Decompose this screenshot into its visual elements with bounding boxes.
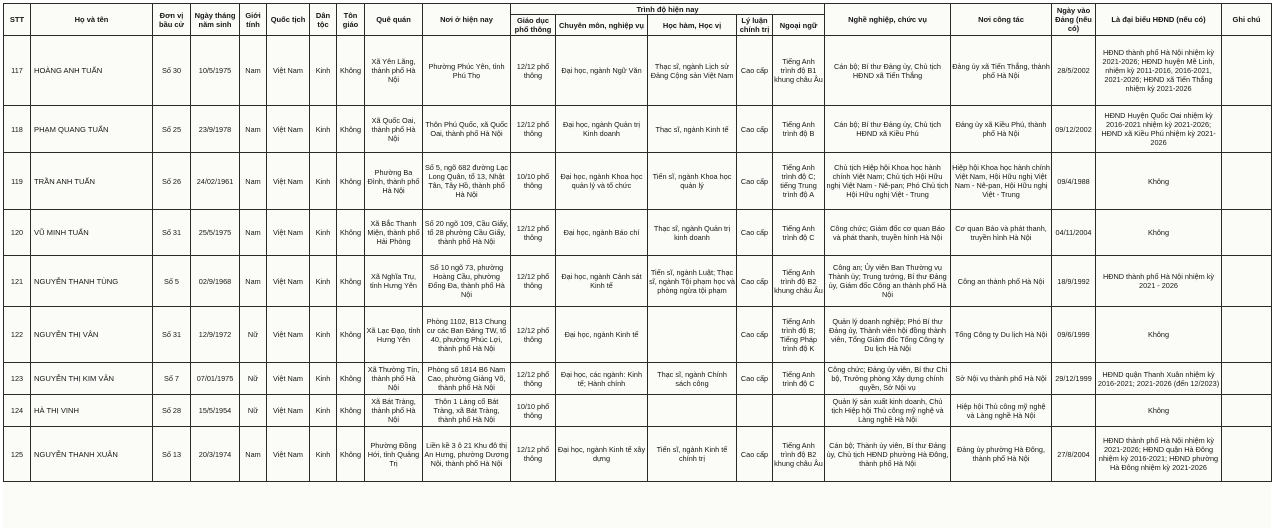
cell-ngay-sinh: 10/5/1975: [191, 36, 240, 106]
cell-noi-o: Thôn 1 Làng cổ Bát Tràng, xã Bát Tràng, thành phố Hà Nội: [423, 395, 511, 427]
cell-noi-cong-tac: Đảng ủy phường Hà Đông, thành phố Hà Nội: [951, 427, 1052, 482]
header-trinh-do-group: Trình độ hiện nay: [511, 4, 825, 15]
cell-ton-giao: Không: [337, 153, 365, 210]
cell-que-quan: Xã Bắc Thanh Miện, thành phố Hải Phòng: [365, 210, 423, 256]
cell-ho-ten: NGUYỄN THANH TÙNG: [31, 256, 153, 307]
cell-ngoai-ngu: Tiếng Anh trình độ C: [773, 363, 825, 395]
cell-quoc-tich: Việt Nam: [267, 427, 310, 482]
cell-giao-duc: 12/12 phổ thông: [511, 363, 556, 395]
cell-hoc-ham: Tiến sĩ, ngành Khoa học quản lý: [648, 153, 737, 210]
cell-ly-luan: [737, 395, 773, 427]
cell-noi-cong-tac: Hiệp hội Khoa học hành chính Việt Nam, Hội Hữu nghị Việt Nam - Nê-pan, Hội Hữu nghị Việt - Trung: [951, 153, 1052, 210]
cell-don-vi: Số 5: [153, 256, 191, 307]
cell-hoc-ham: Thạc sĩ, ngành Kinh tế: [648, 106, 737, 153]
cell-dan-toc: Kinh: [310, 153, 337, 210]
cell-ho-ten: NGUYỄN THỊ KIM VÂN: [31, 363, 153, 395]
header-dan-toc: Dân tộc: [310, 4, 337, 36]
cell-gioi-tinh: Nam: [240, 427, 267, 482]
cell-chuyen-mon: Đại học, ngành Kinh tế: [556, 307, 648, 363]
cell-quoc-tich: Việt Nam: [267, 106, 310, 153]
cell-ngay-vao-dang: 09/4/1988: [1052, 153, 1096, 210]
cell-dan-toc: Kinh: [310, 427, 337, 482]
cell-dan-toc: Kinh: [310, 363, 337, 395]
header-nghe-nghiep: Nghề nghiệp, chức vụ: [825, 4, 951, 36]
cell-ngoai-ngu: Tiếng Anh trình độ B1 khung châu Âu: [773, 36, 825, 106]
table-row: [4, 36, 1272, 106]
cell-dan-toc: Kinh: [310, 395, 337, 427]
cell-dai-bieu: Không: [1096, 153, 1222, 210]
cell-ton-giao: Không: [337, 427, 365, 482]
cell-hoc-ham: [648, 307, 737, 363]
cell-ngoai-ngu: Tiếng Anh trình độ B2 khung châu Âu: [773, 256, 825, 307]
cell-dan-toc: Kinh: [310, 36, 337, 106]
cell-dai-bieu: HĐND Huyện Quốc Oai nhiệm kỳ 2016-2021 nhiệm kỳ 2021-2026; HĐND xã Kiều Phú nhiệm kỳ 2021-2026: [1096, 106, 1222, 153]
cell-giao-duc: 12/12 phổ thông: [511, 256, 556, 307]
cell-ho-ten: VŨ MINH TUẤN: [31, 210, 153, 256]
cell-don-vi: Số 31: [153, 307, 191, 363]
header-giao-duc: Giáo dục phổ thông: [511, 15, 556, 36]
cell-giao-duc: 10/10 phổ thông: [511, 153, 556, 210]
cell-ho-ten: HÀ THỊ VINH: [31, 395, 153, 427]
cell-stt: 121: [4, 256, 31, 307]
cell-ngay-sinh: 02/9/1968: [191, 256, 240, 307]
cell-stt: 118: [4, 106, 31, 153]
cell-chuyen-mon: Đại học, ngành Báo chí: [556, 210, 648, 256]
cell-quoc-tich: Việt Nam: [267, 395, 310, 427]
cell-chuyen-mon: Đại học, ngành Khoa học quản lý và tổ chức: [556, 153, 648, 210]
cell-ngay-sinh: 20/3/1974: [191, 427, 240, 482]
cell-ly-luan: Cao cấp: [737, 153, 773, 210]
header-ghi-chu: Ghi chú: [1222, 4, 1272, 36]
cell-ghi-chu: [1222, 363, 1272, 395]
table-row: [4, 427, 1272, 482]
cell-don-vi: Số 13: [153, 427, 191, 482]
cell-quoc-tich: Việt Nam: [267, 36, 310, 106]
cell-ngay-sinh: 07/01/1975: [191, 363, 240, 395]
header-hoc-ham: Học hàm, Học vị: [648, 15, 737, 36]
cell-don-vi: Số 25: [153, 106, 191, 153]
cell-ngay-sinh: 12/9/1972: [191, 307, 240, 363]
cell-ton-giao: Không: [337, 36, 365, 106]
cell-ly-luan: Cao cấp: [737, 210, 773, 256]
cell-gioi-tinh: Nữ: [240, 363, 267, 395]
cell-quoc-tich: Việt Nam: [267, 210, 310, 256]
cell-dai-bieu: HĐND thành phố Hà Nội nhiệm kỳ 2021 - 2026: [1096, 256, 1222, 307]
header-ly-luan: Lý luận chính trị: [737, 15, 773, 36]
cell-ngoai-ngu: Tiếng Anh trình độ B; Tiếng Pháp trình độ K: [773, 307, 825, 363]
cell-stt: 123: [4, 363, 31, 395]
header-que-quan: Quê quán: [365, 4, 423, 36]
cell-ghi-chu: [1222, 153, 1272, 210]
cell-noi-o: Phường Phúc Yên, tỉnh Phú Thọ: [423, 36, 511, 106]
cell-ghi-chu: [1222, 395, 1272, 427]
cell-que-quan: Xã Thường Tín, thành phố Hà Nội: [365, 363, 423, 395]
cell-dai-bieu: HĐND thành phố Hà Nội nhiệm kỳ 2021-2026; HĐND quận Hà Đông nhiệm kỳ 2016-2021; HĐND phường Hà Đông nhiệm kỳ 2021-2026: [1096, 427, 1222, 482]
table-body: [4, 36, 1272, 482]
cell-gioi-tinh: Nam: [240, 153, 267, 210]
cell-noi-cong-tac: Cơ quan Báo và phát thanh, truyền hình Hà Nội: [951, 210, 1052, 256]
cell-quoc-tich: Việt Nam: [267, 307, 310, 363]
cell-gioi-tinh: Nữ: [240, 307, 267, 363]
cell-ho-ten: PHẠM QUANG TUẤN: [31, 106, 153, 153]
cell-ghi-chu: [1222, 106, 1272, 153]
cell-ton-giao: Không: [337, 395, 365, 427]
cell-noi-o: Phòng 1102, B13 Chung cư các Ban Đảng TW, tổ 40, phường Phúc Lợi, thành phố Hà Nội: [423, 307, 511, 363]
cell-ngoai-ngu: [773, 395, 825, 427]
cell-ngay-vao-dang: 04/11/2004: [1052, 210, 1096, 256]
cell-dai-bieu: HĐND quận Thanh Xuân nhiệm kỳ 2016-2021; 2021-2026 (đến 12/2023): [1096, 363, 1222, 395]
cell-nghe-nghiep: Cán bộ; Thành ủy viên, Bí thư Đảng ủy, Chủ tịch HĐND phường Hà Đông, thành phố Hà Nội: [825, 427, 951, 482]
cell-noi-cong-tac: Tổng Công ty Du lịch Hà Nội: [951, 307, 1052, 363]
cell-que-quan: Xã Nghĩa Trụ, tỉnh Hưng Yên: [365, 256, 423, 307]
cell-don-vi: Số 26: [153, 153, 191, 210]
cell-noi-cong-tac: Đảng ủy xã Tiến Thắng, thành phố Hà Nội: [951, 36, 1052, 106]
cell-ly-luan: Cao cấp: [737, 427, 773, 482]
cell-ton-giao: Không: [337, 307, 365, 363]
cell-ngay-vao-dang: 09/12/2002: [1052, 106, 1096, 153]
cell-hoc-ham: Thạc sĩ, ngành Quản trị kinh doanh: [648, 210, 737, 256]
cell-ghi-chu: [1222, 307, 1272, 363]
header-ho-ten: Họ và tên: [31, 4, 153, 36]
cell-hoc-ham: Thạc sĩ, ngành Lịch sử Đảng Cộng sản Việt Nam: [648, 36, 737, 106]
table-row: [4, 210, 1272, 256]
cell-stt: 119: [4, 153, 31, 210]
cell-dai-bieu: Không: [1096, 307, 1222, 363]
cell-ghi-chu: [1222, 36, 1272, 106]
cell-hoc-ham: Tiến sĩ, ngành Luật; Thạc sĩ, ngành Tội phạm học và phòng ngừa tội phạm: [648, 256, 737, 307]
cell-dan-toc: Kinh: [310, 210, 337, 256]
cell-ton-giao: Không: [337, 106, 365, 153]
header-ngay-vao-dang: Ngày vào Đảng (nếu có): [1052, 4, 1096, 36]
cell-que-quan: Xã Yên Lãng, thành phố Hà Nội: [365, 36, 423, 106]
header-stt: STT: [4, 4, 31, 36]
cell-nghe-nghiep: Cán bộ; Bí thư Đảng ủy, Chủ tịch HĐND xã Kiều Phú: [825, 106, 951, 153]
cell-gioi-tinh: Nữ: [240, 395, 267, 427]
cell-ngoai-ngu: Tiếng Anh trình độ C: [773, 210, 825, 256]
cell-ho-ten: TRẦN ANH TUẤN: [31, 153, 153, 210]
cell-ngoai-ngu: Tiếng Anh trình độ C; tiếng Trung trình độ A: [773, 153, 825, 210]
header-ngay-sinh: Ngày tháng năm sinh: [191, 4, 240, 36]
cell-noi-o: Số 10 ngõ 73, phường Hoàng Cầu, phường Đống Đa, thành phố Hà Nội: [423, 256, 511, 307]
table-row: [4, 106, 1272, 153]
cell-stt: 125: [4, 427, 31, 482]
cell-chuyen-mon: Đại học, ngành Quản trị Kinh doanh: [556, 106, 648, 153]
cell-giao-duc: 12/12 phổ thông: [511, 427, 556, 482]
cell-ly-luan: Cao cấp: [737, 363, 773, 395]
cell-gioi-tinh: Nam: [240, 36, 267, 106]
cell-ghi-chu: [1222, 210, 1272, 256]
cell-noi-cong-tac: Công an thành phố Hà Nội: [951, 256, 1052, 307]
cell-que-quan: Phường Đồng Hới, tỉnh Quảng Trị: [365, 427, 423, 482]
cell-que-quan: Xã Lạc Đạo, tỉnh Hưng Yên: [365, 307, 423, 363]
cell-ho-ten: HOÀNG ANH TUẤN: [31, 36, 153, 106]
cell-dan-toc: Kinh: [310, 307, 337, 363]
header-gioi-tinh: Giới tính: [240, 4, 267, 36]
cell-nghe-nghiep: Công chức; Giám đốc cơ quan Báo và phát thanh, truyền hình Hà Nội: [825, 210, 951, 256]
cell-dai-bieu: Không: [1096, 210, 1222, 256]
document-sheet: [3, 3, 1271, 528]
header-ngoai-ngu: Ngoại ngữ: [773, 15, 825, 36]
table-row: [4, 256, 1272, 307]
cell-ton-giao: Không: [337, 210, 365, 256]
cell-ghi-chu: [1222, 256, 1272, 307]
cell-quoc-tich: Việt Nam: [267, 363, 310, 395]
cell-ngay-vao-dang: 27/8/2004: [1052, 427, 1096, 482]
cell-ton-giao: Không: [337, 363, 365, 395]
header-ton-giao: Tôn giáo: [337, 4, 365, 36]
cell-ho-ten: NGUYỄN THỊ VÂN: [31, 307, 153, 363]
cell-don-vi: Số 28: [153, 395, 191, 427]
cell-nghe-nghiep: Quản lý doanh nghiệp; Phó Bí thư Đảng ủy, Thành viên hội đồng thành viên, Tổng Giám đốc Tổng Công ty Du lịch Hà Nội: [825, 307, 951, 363]
cell-giao-duc: 12/12 phổ thông: [511, 210, 556, 256]
cell-ngay-vao-dang: [1052, 395, 1096, 427]
table-row: [4, 395, 1272, 427]
cell-nghe-nghiep: Chủ tịch Hiệp hội Khoa học hành chính Việt Nam; Chủ tịch Hội Hữu nghị Việt Nam - Nê-pan; Phó Chủ tịch Hội Hữu nghị Việt - Trung: [825, 153, 951, 210]
cell-dan-toc: Kinh: [310, 106, 337, 153]
header-noi-o: Nơi ở hiện nay: [423, 4, 511, 36]
cell-giao-duc: 10/10 phổ thông: [511, 395, 556, 427]
cell-nghe-nghiep: Công chức; Đảng ủy viên, Bí thư Chi bộ, Trưởng phòng Xây dựng chính quyền, Sở Nội vụ: [825, 363, 951, 395]
cell-dai-bieu: Không: [1096, 395, 1222, 427]
cell-giao-duc: 12/12 phổ thông: [511, 36, 556, 106]
cell-ly-luan: Cao cấp: [737, 36, 773, 106]
cell-ngay-sinh: 23/9/1978: [191, 106, 240, 153]
cell-quoc-tich: Việt Nam: [267, 256, 310, 307]
cell-noi-cong-tac: Hiệp hội Thủ công mỹ nghệ và Làng nghề Hà Nội: [951, 395, 1052, 427]
cell-ly-luan: Cao cấp: [737, 106, 773, 153]
cell-ly-luan: Cao cấp: [737, 256, 773, 307]
cell-quoc-tich: Việt Nam: [267, 153, 310, 210]
cell-noi-o: Liền kề 3 ô 21 Khu đô thị An Hưng, phường Dương Nội, thành phố Hà Nội: [423, 427, 511, 482]
cell-ngay-sinh: 15/5/1954: [191, 395, 240, 427]
cell-hoc-ham: Thạc sĩ, ngành Chính sách công: [648, 363, 737, 395]
cell-chuyen-mon: Đại học, các ngành: Kinh tế; Hành chính: [556, 363, 648, 395]
cell-ngay-vao-dang: 29/12/1999: [1052, 363, 1096, 395]
cell-hoc-ham: Tiến sĩ, ngành Kinh tế chính trị: [648, 427, 737, 482]
cell-nghe-nghiep: Công an; Ủy viên Ban Thường vụ Thành ủy; Trung tướng, Bí thư Đảng ủy, Giám đốc Công an thành phố Hà Nội: [825, 256, 951, 307]
cell-que-quan: Phường Ba Đình, thành phố Hà Nội: [365, 153, 423, 210]
cell-stt: 122: [4, 307, 31, 363]
cell-don-vi: Số 30: [153, 36, 191, 106]
cell-nghe-nghiep: Cán bộ; Bí thư Đảng ủy, Chủ tịch HĐND xã Tiến Thắng: [825, 36, 951, 106]
cell-noi-cong-tac: Sở Nội vụ thành phố Hà Nội: [951, 363, 1052, 395]
cell-giao-duc: 12/12 phổ thông: [511, 106, 556, 153]
table-row: [4, 153, 1272, 210]
cell-ngay-vao-dang: 09/6/1999: [1052, 307, 1096, 363]
table-row: [4, 363, 1272, 395]
cell-noi-o: Thôn Phú Quốc, xã Quốc Oai, thành phố Hà Nội: [423, 106, 511, 153]
cell-noi-cong-tac: Đảng ủy xã Kiều Phú, thành phố Hà Nội: [951, 106, 1052, 153]
cell-gioi-tinh: Nam: [240, 210, 267, 256]
cell-stt: 117: [4, 36, 31, 106]
cell-dai-bieu: HĐND thành phố Hà Nội nhiệm kỳ 2021-2026; HĐND huyện Mê Linh, nhiệm kỳ 2011-2016, 2016-2021, 2021-2026; HĐND xã Tiến Thắng nhiệm kỳ 2021-2026: [1096, 36, 1222, 106]
cell-gioi-tinh: Nam: [240, 106, 267, 153]
cell-ngay-vao-dang: 28/5/2002: [1052, 36, 1096, 106]
header-quoc-tich: Quốc tịch: [267, 4, 310, 36]
table-row: [4, 307, 1272, 363]
cell-ngay-vao-dang: 18/9/1992: [1052, 256, 1096, 307]
header-noi-cong-tac: Nơi công tác: [951, 4, 1052, 36]
header-dai-bieu: Là đại biểu HĐND (nếu có): [1096, 4, 1222, 36]
candidate-table: [3, 3, 1272, 482]
cell-ngay-sinh: 25/5/1975: [191, 210, 240, 256]
cell-chuyen-mon: Đại học, ngành Cảnh sát Kinh tế: [556, 256, 648, 307]
cell-ngoai-ngu: Tiếng Anh trình độ B2 khung châu Âu: [773, 427, 825, 482]
cell-noi-o: Số 5, ngõ 682 đường Lạc Long Quân, tổ 13, Nhật Tân, Tây Hồ, thành phố Hà Nội: [423, 153, 511, 210]
cell-que-quan: Xã Bát Tràng, thành phố Hà Nội: [365, 395, 423, 427]
cell-chuyen-mon: Đại học, ngành Kinh tế xây dựng: [556, 427, 648, 482]
cell-ly-luan: Cao cấp: [737, 307, 773, 363]
cell-giao-duc: 12/12 phổ thông: [511, 307, 556, 363]
cell-stt: 120: [4, 210, 31, 256]
cell-que-quan: Xã Quốc Oai, thành phố Hà Nội: [365, 106, 423, 153]
header-chuyen-mon: Chuyên môn, nghiệp vụ: [556, 15, 648, 36]
cell-gioi-tinh: Nam: [240, 256, 267, 307]
cell-noi-o: Phòng số 1814 B6 Nam Cao, phường Giảng Võ, thành phố Hà Nội: [423, 363, 511, 395]
cell-stt: 124: [4, 395, 31, 427]
cell-ngoai-ngu: Tiếng Anh trình độ B: [773, 106, 825, 153]
cell-ghi-chu: [1222, 427, 1272, 482]
cell-chuyen-mon: Đại học, ngành Ngữ Văn: [556, 36, 648, 106]
cell-dan-toc: Kinh: [310, 256, 337, 307]
cell-chuyen-mon: [556, 395, 648, 427]
cell-nghe-nghiep: Quản lý sản xuất kinh doanh, Chủ tịch Hiệp hội Thủ công mỹ nghệ và Làng nghề Hà Nội: [825, 395, 951, 427]
cell-ho-ten: NGUYỄN THANH XUÂN: [31, 427, 153, 482]
cell-noi-o: Số 20 ngõ 109, Cầu Giấy, tổ 28 phường Cầu Giấy, thành phố Hà Nội: [423, 210, 511, 256]
cell-don-vi: Số 31: [153, 210, 191, 256]
cell-ngay-sinh: 24/02/1961: [191, 153, 240, 210]
cell-don-vi: Số 7: [153, 363, 191, 395]
table-header: [4, 4, 1272, 36]
header-don-vi-bau-cu: Đơn vị bầu cử: [153, 4, 191, 36]
cell-ton-giao: Không: [337, 256, 365, 307]
cell-hoc-ham: [648, 395, 737, 427]
